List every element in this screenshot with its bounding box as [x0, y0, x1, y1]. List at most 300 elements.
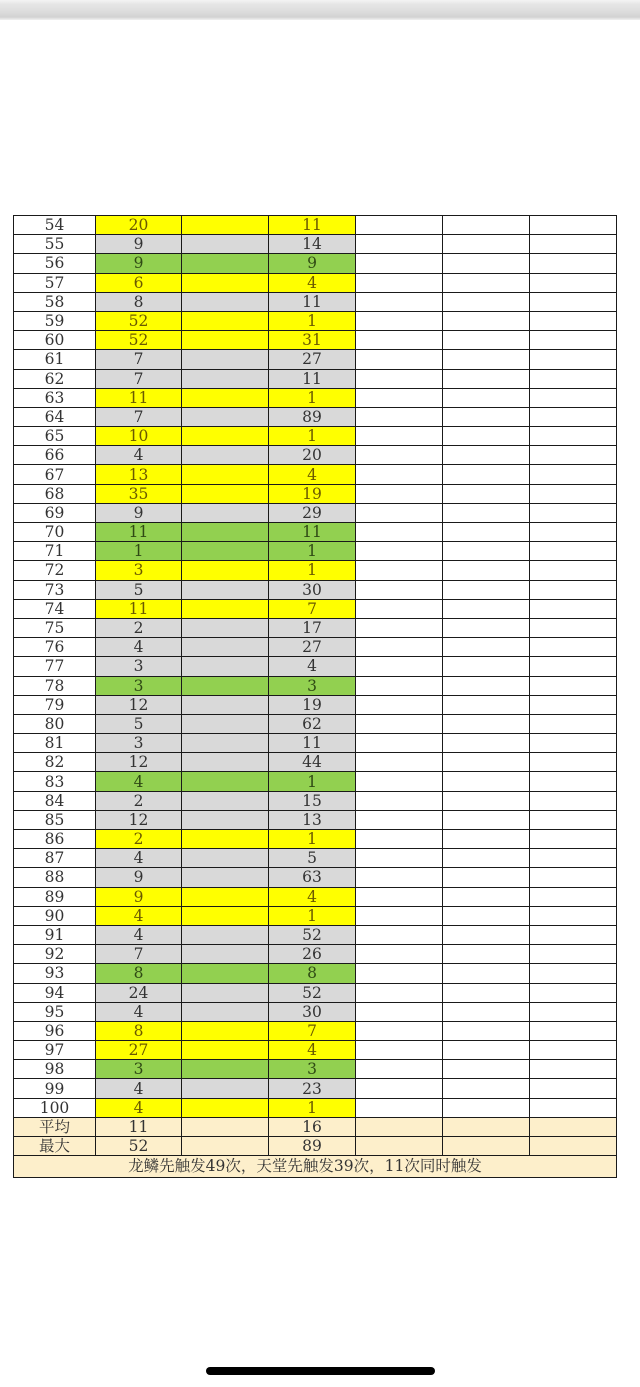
empty-cell[interactable] [182, 1117, 269, 1136]
empty-cell[interactable] [530, 216, 617, 235]
longlin-value-cell[interactable]: 4 [96, 1002, 182, 1021]
longlin-value-cell[interactable]: 12 [96, 753, 182, 772]
empty-cell[interactable] [443, 311, 530, 330]
empty-cell[interactable] [356, 273, 443, 292]
empty-cell[interactable] [356, 830, 443, 849]
tiantang-value-cell[interactable]: 1 [269, 772, 356, 791]
empty-cell[interactable] [530, 753, 617, 772]
empty-cell[interactable] [530, 1021, 617, 1040]
row-index-cell[interactable]: 83 [14, 772, 96, 791]
empty-cell[interactable] [443, 273, 530, 292]
longlin-value-cell[interactable]: 13 [96, 465, 182, 484]
blank-fill-cell[interactable] [182, 734, 269, 753]
blank-fill-cell[interactable] [182, 983, 269, 1002]
row-index-cell[interactable]: 97 [14, 1041, 96, 1060]
longlin-value-cell[interactable]: 4 [96, 772, 182, 791]
empty-cell[interactable] [530, 695, 617, 714]
row-index-cell[interactable]: 77 [14, 657, 96, 676]
row-index-cell[interactable]: 65 [14, 427, 96, 446]
blank-fill-cell[interactable] [182, 427, 269, 446]
blank-fill-cell[interactable] [182, 484, 269, 503]
longlin-value-cell[interactable]: 3 [96, 561, 182, 580]
empty-cell[interactable] [443, 714, 530, 733]
empty-cell[interactable] [356, 810, 443, 829]
empty-cell[interactable] [356, 1041, 443, 1060]
empty-cell[interactable] [443, 925, 530, 944]
empty-cell[interactable] [530, 772, 617, 791]
empty-cell[interactable] [356, 945, 443, 964]
tiantang-value-cell[interactable]: 11 [269, 292, 356, 311]
longlin-value-cell[interactable]: 7 [96, 369, 182, 388]
empty-cell[interactable] [530, 484, 617, 503]
longlin-value-cell[interactable]: 9 [96, 868, 182, 887]
blank-fill-cell[interactable] [182, 753, 269, 772]
empty-cell[interactable] [443, 1098, 530, 1117]
empty-cell[interactable] [530, 618, 617, 637]
empty-cell[interactable] [356, 887, 443, 906]
row-index-cell[interactable]: 79 [14, 695, 96, 714]
empty-cell[interactable] [356, 1137, 443, 1156]
tiantang-stat-cell[interactable]: 89 [269, 1137, 356, 1156]
blank-fill-cell[interactable] [182, 465, 269, 484]
blank-fill-cell[interactable] [182, 503, 269, 522]
empty-cell[interactable] [443, 734, 530, 753]
blank-fill-cell[interactable] [182, 1041, 269, 1060]
row-index-cell[interactable]: 95 [14, 1002, 96, 1021]
longlin-value-cell[interactable]: 9 [96, 887, 182, 906]
blank-fill-cell[interactable] [182, 235, 269, 254]
longlin-value-cell[interactable]: 3 [96, 734, 182, 753]
blank-fill-cell[interactable] [182, 542, 269, 561]
empty-cell[interactable] [443, 1137, 530, 1156]
longlin-value-cell[interactable]: 8 [96, 964, 182, 983]
tiantang-value-cell[interactable]: 3 [269, 676, 356, 695]
tiantang-value-cell[interactable]: 11 [269, 523, 356, 542]
empty-cell[interactable] [356, 618, 443, 637]
empty-cell[interactable] [443, 638, 530, 657]
longlin-value-cell[interactable]: 3 [96, 676, 182, 695]
empty-cell[interactable] [530, 1060, 617, 1079]
empty-cell[interactable] [443, 427, 530, 446]
empty-cell[interactable] [443, 561, 530, 580]
empty-cell[interactable] [443, 465, 530, 484]
empty-cell[interactable] [530, 810, 617, 829]
empty-cell[interactable] [443, 657, 530, 676]
row-index-cell[interactable]: 54 [14, 216, 96, 235]
row-index-cell[interactable]: 94 [14, 983, 96, 1002]
empty-cell[interactable] [356, 331, 443, 350]
empty-cell[interactable] [356, 1098, 443, 1117]
empty-cell[interactable] [530, 273, 617, 292]
empty-cell[interactable] [443, 350, 530, 369]
tiantang-value-cell[interactable]: 1 [269, 830, 356, 849]
empty-cell[interactable] [443, 868, 530, 887]
row-index-cell[interactable]: 71 [14, 542, 96, 561]
row-index-cell[interactable]: 55 [14, 235, 96, 254]
empty-cell[interactable] [530, 849, 617, 868]
blank-fill-cell[interactable] [182, 657, 269, 676]
empty-cell[interactable] [356, 1021, 443, 1040]
empty-cell[interactable] [356, 1060, 443, 1079]
longlin-value-cell[interactable]: 12 [96, 810, 182, 829]
tiantang-value-cell[interactable]: 1 [269, 427, 356, 446]
blank-fill-cell[interactable] [182, 1079, 269, 1098]
longlin-value-cell[interactable]: 11 [96, 599, 182, 618]
summary-cell[interactable]: 龙鳞先触发49次，天堂先触发39次，11次同时触发 [14, 1156, 617, 1178]
empty-cell[interactable] [443, 810, 530, 829]
empty-cell[interactable] [530, 906, 617, 925]
blank-fill-cell[interactable] [182, 695, 269, 714]
blank-fill-cell[interactable] [182, 1002, 269, 1021]
empty-cell[interactable] [356, 350, 443, 369]
blank-fill-cell[interactable] [182, 618, 269, 637]
tiantang-value-cell[interactable]: 9 [269, 254, 356, 273]
blank-fill-cell[interactable] [182, 369, 269, 388]
row-index-cell[interactable]: 57 [14, 273, 96, 292]
longlin-value-cell[interactable]: 5 [96, 714, 182, 733]
blank-fill-cell[interactable] [182, 887, 269, 906]
longlin-value-cell[interactable]: 4 [96, 1079, 182, 1098]
empty-cell[interactable] [443, 983, 530, 1002]
tiantang-value-cell[interactable]: 29 [269, 503, 356, 522]
longlin-value-cell[interactable]: 7 [96, 350, 182, 369]
empty-cell[interactable] [356, 638, 443, 657]
blank-fill-cell[interactable] [182, 810, 269, 829]
empty-cell[interactable] [530, 983, 617, 1002]
longlin-value-cell[interactable]: 12 [96, 695, 182, 714]
empty-cell[interactable] [530, 427, 617, 446]
stat-label-cell[interactable]: 平均 [14, 1117, 96, 1136]
blank-fill-cell[interactable] [182, 772, 269, 791]
empty-cell[interactable] [443, 331, 530, 350]
tiantang-value-cell[interactable]: 23 [269, 1079, 356, 1098]
blank-fill-cell[interactable] [182, 925, 269, 944]
tiantang-value-cell[interactable]: 11 [269, 734, 356, 753]
tiantang-value-cell[interactable]: 1 [269, 561, 356, 580]
tiantang-value-cell[interactable]: 31 [269, 331, 356, 350]
row-index-cell[interactable]: 91 [14, 925, 96, 944]
empty-cell[interactable] [356, 906, 443, 925]
empty-cell[interactable] [530, 311, 617, 330]
empty-cell[interactable] [356, 1002, 443, 1021]
tiantang-value-cell[interactable]: 7 [269, 1021, 356, 1040]
empty-cell[interactable] [356, 964, 443, 983]
empty-cell[interactable] [443, 292, 530, 311]
empty-cell[interactable] [443, 849, 530, 868]
blank-fill-cell[interactable] [182, 561, 269, 580]
blank-fill-cell[interactable] [182, 388, 269, 407]
empty-cell[interactable] [356, 561, 443, 580]
tiantang-value-cell[interactable]: 4 [269, 465, 356, 484]
blank-fill-cell[interactable] [182, 791, 269, 810]
empty-cell[interactable] [356, 657, 443, 676]
empty-cell[interactable] [443, 369, 530, 388]
blank-fill-cell[interactable] [182, 676, 269, 695]
empty-cell[interactable] [530, 925, 617, 944]
blank-fill-cell[interactable] [182, 273, 269, 292]
empty-cell[interactable] [443, 407, 530, 426]
blank-fill-cell[interactable] [182, 350, 269, 369]
row-index-cell[interactable]: 93 [14, 964, 96, 983]
longlin-stat-cell[interactable]: 11 [96, 1117, 182, 1136]
empty-cell[interactable] [443, 503, 530, 522]
tiantang-value-cell[interactable]: 20 [269, 446, 356, 465]
empty-cell[interactable] [443, 676, 530, 695]
row-index-cell[interactable]: 58 [14, 292, 96, 311]
row-index-cell[interactable]: 81 [14, 734, 96, 753]
tiantang-value-cell[interactable]: 1 [269, 906, 356, 925]
empty-cell[interactable] [530, 945, 617, 964]
empty-cell[interactable] [530, 964, 617, 983]
empty-cell[interactable] [530, 292, 617, 311]
empty-cell[interactable] [530, 523, 617, 542]
empty-cell[interactable] [356, 925, 443, 944]
empty-cell[interactable] [356, 983, 443, 1002]
longlin-value-cell[interactable]: 4 [96, 1098, 182, 1117]
row-index-cell[interactable]: 73 [14, 580, 96, 599]
tiantang-value-cell[interactable]: 27 [269, 638, 356, 657]
longlin-value-cell[interactable]: 4 [96, 906, 182, 925]
row-index-cell[interactable]: 63 [14, 388, 96, 407]
row-index-cell[interactable]: 61 [14, 350, 96, 369]
tiantang-value-cell[interactable]: 4 [269, 273, 356, 292]
longlin-value-cell[interactable]: 9 [96, 235, 182, 254]
empty-cell[interactable] [443, 830, 530, 849]
tiantang-value-cell[interactable]: 11 [269, 369, 356, 388]
longlin-value-cell[interactable]: 3 [96, 1060, 182, 1079]
blank-fill-cell[interactable] [182, 945, 269, 964]
empty-cell[interactable] [443, 599, 530, 618]
empty-cell[interactable] [356, 676, 443, 695]
tiantang-value-cell[interactable]: 7 [269, 599, 356, 618]
empty-cell[interactable] [443, 1041, 530, 1060]
row-index-cell[interactable]: 59 [14, 311, 96, 330]
empty-cell[interactable] [443, 523, 530, 542]
blank-fill-cell[interactable] [182, 964, 269, 983]
tiantang-value-cell[interactable]: 4 [269, 657, 356, 676]
blank-fill-cell[interactable] [182, 599, 269, 618]
row-index-cell[interactable]: 78 [14, 676, 96, 695]
blank-fill-cell[interactable] [182, 311, 269, 330]
row-index-cell[interactable]: 86 [14, 830, 96, 849]
longlin-value-cell[interactable]: 35 [96, 484, 182, 503]
empty-cell[interactable] [530, 638, 617, 657]
tiantang-value-cell[interactable]: 5 [269, 849, 356, 868]
row-index-cell[interactable]: 89 [14, 887, 96, 906]
row-index-cell[interactable]: 66 [14, 446, 96, 465]
empty-cell[interactable] [530, 465, 617, 484]
empty-cell[interactable] [530, 446, 617, 465]
empty-cell[interactable] [356, 523, 443, 542]
longlin-stat-cell[interactable]: 52 [96, 1137, 182, 1156]
row-index-cell[interactable]: 69 [14, 503, 96, 522]
stat-label-cell[interactable]: 最大 [14, 1137, 96, 1156]
empty-cell[interactable] [443, 388, 530, 407]
blank-fill-cell[interactable] [182, 1021, 269, 1040]
row-index-cell[interactable]: 62 [14, 369, 96, 388]
tiantang-value-cell[interactable]: 11 [269, 216, 356, 235]
blank-fill-cell[interactable] [182, 254, 269, 273]
empty-cell[interactable] [443, 484, 530, 503]
empty-cell[interactable] [356, 503, 443, 522]
row-index-cell[interactable]: 76 [14, 638, 96, 657]
empty-cell[interactable] [356, 791, 443, 810]
row-index-cell[interactable]: 60 [14, 331, 96, 350]
tiantang-value-cell[interactable]: 30 [269, 580, 356, 599]
blank-fill-cell[interactable] [182, 407, 269, 426]
tiantang-value-cell[interactable]: 15 [269, 791, 356, 810]
longlin-value-cell[interactable]: 2 [96, 830, 182, 849]
empty-cell[interactable] [182, 1137, 269, 1156]
empty-cell[interactable] [530, 791, 617, 810]
longlin-value-cell[interactable]: 27 [96, 1041, 182, 1060]
empty-cell[interactable] [356, 714, 443, 733]
empty-cell[interactable] [530, 657, 617, 676]
longlin-value-cell[interactable]: 11 [96, 388, 182, 407]
blank-fill-cell[interactable] [182, 1098, 269, 1117]
empty-cell[interactable] [443, 772, 530, 791]
blank-fill-cell[interactable] [182, 446, 269, 465]
tiantang-value-cell[interactable]: 4 [269, 1041, 356, 1060]
blank-fill-cell[interactable] [182, 580, 269, 599]
tiantang-value-cell[interactable]: 1 [269, 1098, 356, 1117]
row-index-cell[interactable]: 88 [14, 868, 96, 887]
empty-cell[interactable] [356, 849, 443, 868]
row-index-cell[interactable]: 92 [14, 945, 96, 964]
longlin-value-cell[interactable]: 3 [96, 657, 182, 676]
empty-cell[interactable] [356, 311, 443, 330]
empty-cell[interactable] [530, 235, 617, 254]
blank-fill-cell[interactable] [182, 292, 269, 311]
empty-cell[interactable] [443, 618, 530, 637]
empty-cell[interactable] [356, 292, 443, 311]
empty-cell[interactable] [530, 887, 617, 906]
empty-cell[interactable] [356, 465, 443, 484]
longlin-value-cell[interactable]: 9 [96, 503, 182, 522]
longlin-value-cell[interactable]: 11 [96, 523, 182, 542]
tiantang-value-cell[interactable]: 3 [269, 1060, 356, 1079]
longlin-value-cell[interactable]: 52 [96, 331, 182, 350]
tiantang-value-cell[interactable]: 27 [269, 350, 356, 369]
blank-fill-cell[interactable] [182, 849, 269, 868]
empty-cell[interactable] [443, 1079, 530, 1098]
longlin-value-cell[interactable]: 7 [96, 407, 182, 426]
longlin-value-cell[interactable]: 6 [96, 273, 182, 292]
longlin-value-cell[interactable]: 7 [96, 945, 182, 964]
tiantang-value-cell[interactable]: 63 [269, 868, 356, 887]
row-index-cell[interactable]: 67 [14, 465, 96, 484]
empty-cell[interactable] [443, 235, 530, 254]
tiantang-value-cell[interactable]: 8 [269, 964, 356, 983]
longlin-value-cell[interactable]: 2 [96, 618, 182, 637]
tiantang-value-cell[interactable]: 1 [269, 311, 356, 330]
empty-cell[interactable] [356, 216, 443, 235]
row-index-cell[interactable]: 85 [14, 810, 96, 829]
tiantang-value-cell[interactable]: 13 [269, 810, 356, 829]
empty-cell[interactable] [530, 350, 617, 369]
longlin-value-cell[interactable]: 4 [96, 849, 182, 868]
row-index-cell[interactable]: 100 [14, 1098, 96, 1117]
empty-cell[interactable] [356, 1079, 443, 1098]
empty-cell[interactable] [443, 1060, 530, 1079]
tiantang-value-cell[interactable]: 30 [269, 1002, 356, 1021]
tiantang-value-cell[interactable]: 1 [269, 388, 356, 407]
empty-cell[interactable] [356, 254, 443, 273]
blank-fill-cell[interactable] [182, 1060, 269, 1079]
empty-cell[interactable] [443, 542, 530, 561]
blank-fill-cell[interactable] [182, 638, 269, 657]
row-index-cell[interactable]: 87 [14, 849, 96, 868]
row-index-cell[interactable]: 98 [14, 1060, 96, 1079]
tiantang-value-cell[interactable]: 62 [269, 714, 356, 733]
row-index-cell[interactable]: 72 [14, 561, 96, 580]
empty-cell[interactable] [530, 542, 617, 561]
empty-cell[interactable] [443, 216, 530, 235]
empty-cell[interactable] [530, 1117, 617, 1136]
empty-cell[interactable] [443, 964, 530, 983]
empty-cell[interactable] [356, 446, 443, 465]
empty-cell[interactable] [530, 1002, 617, 1021]
tiantang-value-cell[interactable]: 1 [269, 542, 356, 561]
home-indicator[interactable] [206, 1367, 435, 1375]
empty-cell[interactable] [443, 887, 530, 906]
row-index-cell[interactable]: 90 [14, 906, 96, 925]
row-index-cell[interactable]: 84 [14, 791, 96, 810]
tiantang-value-cell[interactable]: 44 [269, 753, 356, 772]
empty-cell[interactable] [356, 580, 443, 599]
row-index-cell[interactable]: 56 [14, 254, 96, 273]
empty-cell[interactable] [530, 676, 617, 695]
longlin-value-cell[interactable]: 5 [96, 580, 182, 599]
blank-fill-cell[interactable] [182, 331, 269, 350]
tiantang-value-cell[interactable]: 52 [269, 983, 356, 1002]
row-index-cell[interactable]: 68 [14, 484, 96, 503]
row-index-cell[interactable]: 80 [14, 714, 96, 733]
empty-cell[interactable] [443, 906, 530, 925]
longlin-value-cell[interactable]: 4 [96, 925, 182, 944]
empty-cell[interactable] [530, 599, 617, 618]
tiantang-value-cell[interactable]: 4 [269, 887, 356, 906]
blank-fill-cell[interactable] [182, 523, 269, 542]
row-index-cell[interactable]: 96 [14, 1021, 96, 1040]
empty-cell[interactable] [356, 427, 443, 446]
empty-cell[interactable] [530, 1041, 617, 1060]
row-index-cell[interactable]: 74 [14, 599, 96, 618]
empty-cell[interactable] [443, 791, 530, 810]
longlin-value-cell[interactable]: 4 [96, 446, 182, 465]
blank-fill-cell[interactable] [182, 830, 269, 849]
empty-cell[interactable] [530, 830, 617, 849]
empty-cell[interactable] [356, 369, 443, 388]
blank-fill-cell[interactable] [182, 216, 269, 235]
longlin-value-cell[interactable]: 10 [96, 427, 182, 446]
empty-cell[interactable] [356, 734, 443, 753]
empty-cell[interactable] [356, 407, 443, 426]
empty-cell[interactable] [530, 714, 617, 733]
empty-cell[interactable] [443, 1117, 530, 1136]
row-index-cell[interactable]: 99 [14, 1079, 96, 1098]
blank-fill-cell[interactable] [182, 714, 269, 733]
tiantang-value-cell[interactable]: 17 [269, 618, 356, 637]
row-index-cell[interactable]: 64 [14, 407, 96, 426]
row-index-cell[interactable]: 82 [14, 753, 96, 772]
row-index-cell[interactable]: 70 [14, 523, 96, 542]
tiantang-value-cell[interactable]: 89 [269, 407, 356, 426]
empty-cell[interactable] [443, 254, 530, 273]
empty-cell[interactable] [356, 868, 443, 887]
longlin-value-cell[interactable]: 52 [96, 311, 182, 330]
empty-cell[interactable] [443, 1021, 530, 1040]
